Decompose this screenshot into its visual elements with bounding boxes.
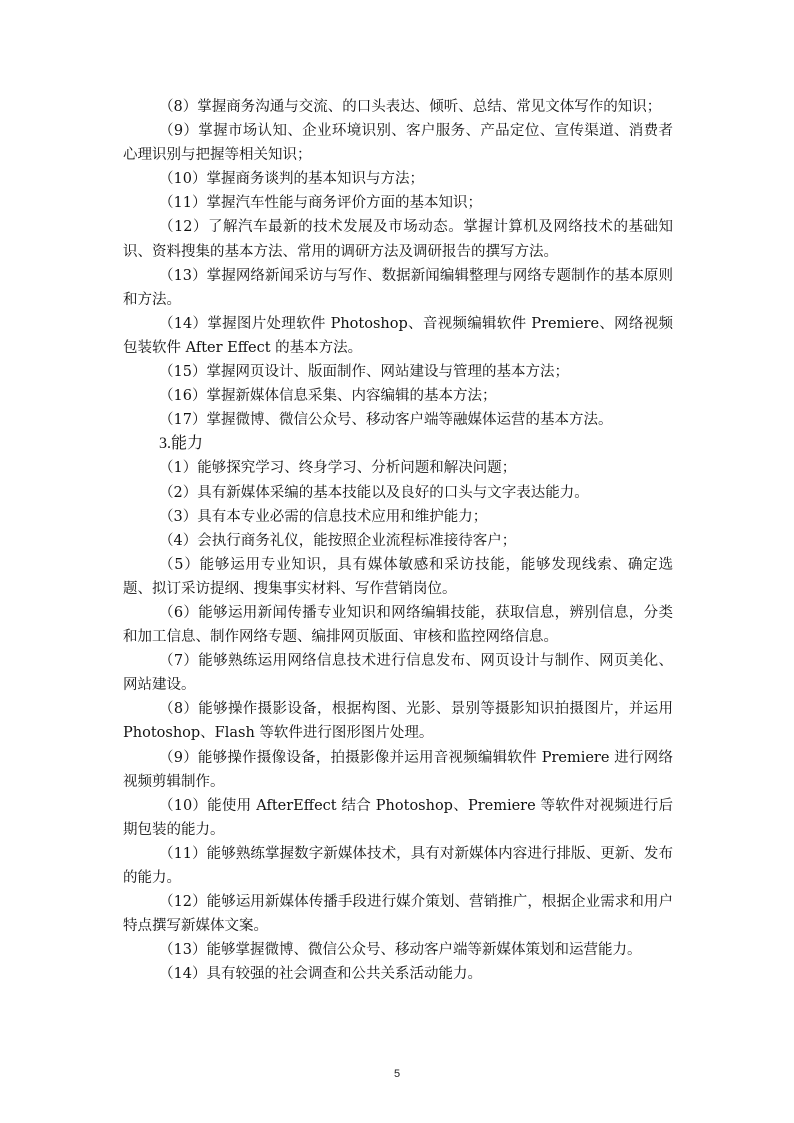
ability-item-4: （4）会执行商务礼仪，能按照企业流程标准接待客户； xyxy=(159,532,517,549)
ability-item-6: （6）能够运用新闻传播专业知识和网络编辑技能，获取信息，辨别信息，分类和加工信息、制作网络专题、编排网页版面、审核和监控网络信息。 xyxy=(123,604,673,646)
page-number: 5 xyxy=(393,1068,401,1080)
ability-item-10: （10）能使用 AfterEffect 结合 Photoshop、Premiere 等软件对视频进行后期包装的能力。 xyxy=(123,797,673,838)
knowledge-item-11: （11）掌握汽车性能与商务评价方面的基本知识； xyxy=(159,195,482,212)
ability-item-3: （3）具有本专业必需的信息技术应用和维护能力； xyxy=(159,508,488,525)
ability-item-11: （11）能够熟练掌握数字新媒体技术，具有对新媒体内容进行排版、更新、发布的能力。 xyxy=(123,845,673,886)
knowledge-item-16: （16）掌握新媒体信息采集、内容编辑的基本方法； xyxy=(159,388,497,405)
knowledge-item-17: （17）掌握微博、微信公众号、移动客户端等融媒体运营的基本方法。 xyxy=(159,412,613,429)
knowledge-item-10: （10）掌握商务谈判的基本知识与方法； xyxy=(159,171,424,188)
ability-item-2: （2）具有新媒体采编的基本技能以及良好的口头与文字表达能力。 xyxy=(159,484,589,501)
knowledge-item-14: （14）掌握图片处理软件 Photoshop、音视频编辑软件 Premiere、网络视频包装软件 After Effect 的基本方法。 xyxy=(123,315,673,356)
ability-item-12: （12）能够运用新媒体传播手段进行媒介策划、营销推广，根据企业需求和用户特点撰写新媒体文案。 xyxy=(123,894,673,935)
ability-item-9: （9）能够操作摄像设备，拍摄影像并运用音视频编辑软件 Premiere 进行网络视频剪辑制作。 xyxy=(123,749,673,790)
document-body xyxy=(123,95,673,986)
knowledge-item-13: （13）掌握网络新闻采访与写作、数据新闻编辑整理与网络专题制作的基本原则和方法。 xyxy=(123,267,673,308)
ability-item-8: （8）能够操作摄影设备，根据构图、光影、景别等摄影知识拍摄图片，并运用 Photoshop、Flash 等软件进行图形图片处理。 xyxy=(123,701,673,742)
ability-item-5: （5）能够运用专业知识，具有媒体敏感和采访技能，能够发现线索、确定选题、拟订采访提纲、搜集事实材料、写作营销岗位。 xyxy=(123,556,673,597)
knowledge-item-9: （9）掌握市场认知、企业环境识别、客户服务、产品定位、宣传渠道、消费者心理识别与把握等相关知识； xyxy=(123,123,673,164)
ability-item-1: （1）能够探究学习、终身学习、分析问题和解决问题； xyxy=(159,460,517,477)
ability-item-14: （14）具有较强的社会调查和公共关系活动能力。 xyxy=(159,966,482,983)
knowledge-item-8: （8）掌握商务沟通与交流、的口头表达、倾听、总结、常见文体写作的知识； xyxy=(159,99,662,115)
section-heading-ability: 3.能力 xyxy=(159,435,204,453)
knowledge-item-12: （12）了解汽车最新的技术发展及市场动态。掌握计算机及网络技术的基础知识、资料搜集的基本方法、常用的调研方法及调研报告的撰写方法。 xyxy=(123,219,673,260)
knowledge-item-15: （15）掌握网页设计、版面制作、网站建设与管理的基本方法； xyxy=(159,364,569,381)
ability-item-13: （13）能够掌握微博、微信公众号、移动客户端等新媒体策划和运营能力。 xyxy=(159,942,642,959)
ability-item-7: （7）能够熟练运用网络信息技术进行信息发布、网页设计与制作、网页美化、网站建设。 xyxy=(123,653,673,694)
